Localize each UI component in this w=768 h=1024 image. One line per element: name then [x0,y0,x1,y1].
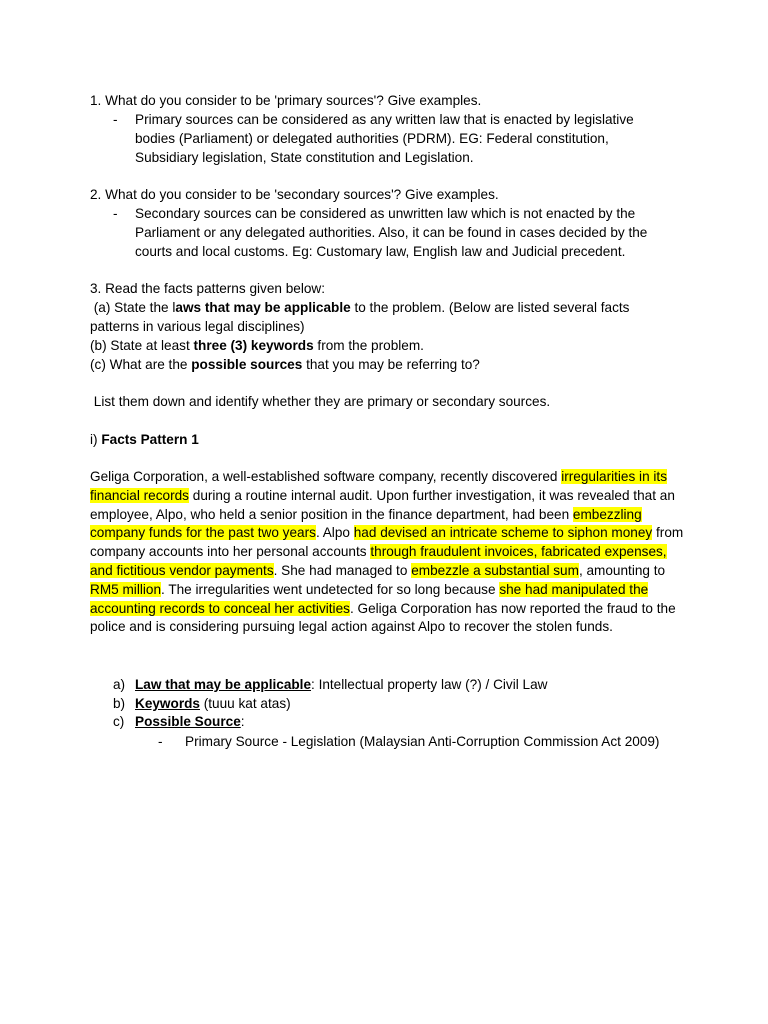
question-2: 2. What do you consider to be 'secondary sources'? Give examples. [90,187,499,202]
answer-a: Law that may be applicable: Intellectual property law (?) / Civil Law [135,677,548,692]
answer-marker-a: a) [113,677,126,692]
q3-part-a: (a) State the laws that may be applicable to the problem. (Below are listed several facts [90,300,630,315]
q1-answer-line: Subsidiary legislation, State constitution and Legislation. [135,150,474,165]
q3-list-instruction: List them down and identify whether they are primary or secondary sources. [90,394,551,409]
highlight: had devised an intricate scheme to siphon money [353,525,653,541]
highlight: embezzle a substantial sum [411,562,579,578]
answer-c: Possible Source: [135,714,245,729]
question-3: 3. Read the facts patterns given below: [90,281,326,296]
answer-c-sub-item: Primary Source - Legislation (Malaysian Anti-Corruption Commission Act 2009) [185,734,660,749]
q1-answer-line: Primary sources can be considered as any written law that is enacted by legislative [135,112,634,127]
q2-answer-line: Parliament or any delegated authorities. Also, it can be found in cases decided by the [135,225,648,240]
facts-pattern-heading: i) Facts Pattern 1 [90,432,199,447]
highlight: irregularities in its financial records [90,469,667,503]
answer-marker-c: c) [113,714,125,729]
q3-part-b: (b) State at least three (3) keywords from the problem. [90,338,424,353]
q2-answer-line: Secondary sources can be considered as unwritten law which is not enacted by the [135,206,636,221]
facts-pattern-paragraph: Geliga Corporation, a well-established software company, recently discovered irregularities in its financial records during a routine internal audit. Upon further investigation, it was revealed that an employee, Alpo, who held a senior position in the finance department, had been embezzling company funds for the past two years. Alpo had devised an intricate scheme to siphon money from company accounts into her personal accounts through fraudulent invoices, fabricated expenses, and fictitious vendor payments. She had managed to embezzle a substantial sum, amounting to RM5 million. The irregularities went undetected for so long because she had manipulated the accounting records to conceal her activities. Geliga Corporation has now reported the fraud to the police and is considering pursuing legal action against Alpo to recover the stolen funds. [90,469,684,635]
q3-part-a-line2: patterns in various legal disciplines) [90,319,305,334]
bullet-dash: - [113,112,118,127]
q1-answer-line: bodies (Parliament) or delegated authorities (PDRM). EG: Federal constitution, [135,131,609,146]
answer-marker-b: b) [113,696,126,711]
answer-b: Keywords (tuuu kat atas) [135,696,291,711]
highlight: embezzling company funds for the past two years [90,506,642,541]
q3-part-c: (c) What are the possible sources that you may be referring to? [90,357,480,372]
highlight: she had manipulated the accounting records to conceal her activities [90,581,649,616]
highlight: through fraudulent invoices, fabricated expenses, and fictitious vendor payments [90,544,667,578]
highlight: RM5 million [90,581,162,597]
sub-bullet-dash: - [158,734,163,749]
q2-answer-line: courts and local customs. Eg: Customary law, English law and Judicial precedent. [135,244,626,259]
bullet-dash: - [113,206,118,221]
question-1: 1. What do you consider to be 'primary sources'? Give examples. [90,93,482,108]
